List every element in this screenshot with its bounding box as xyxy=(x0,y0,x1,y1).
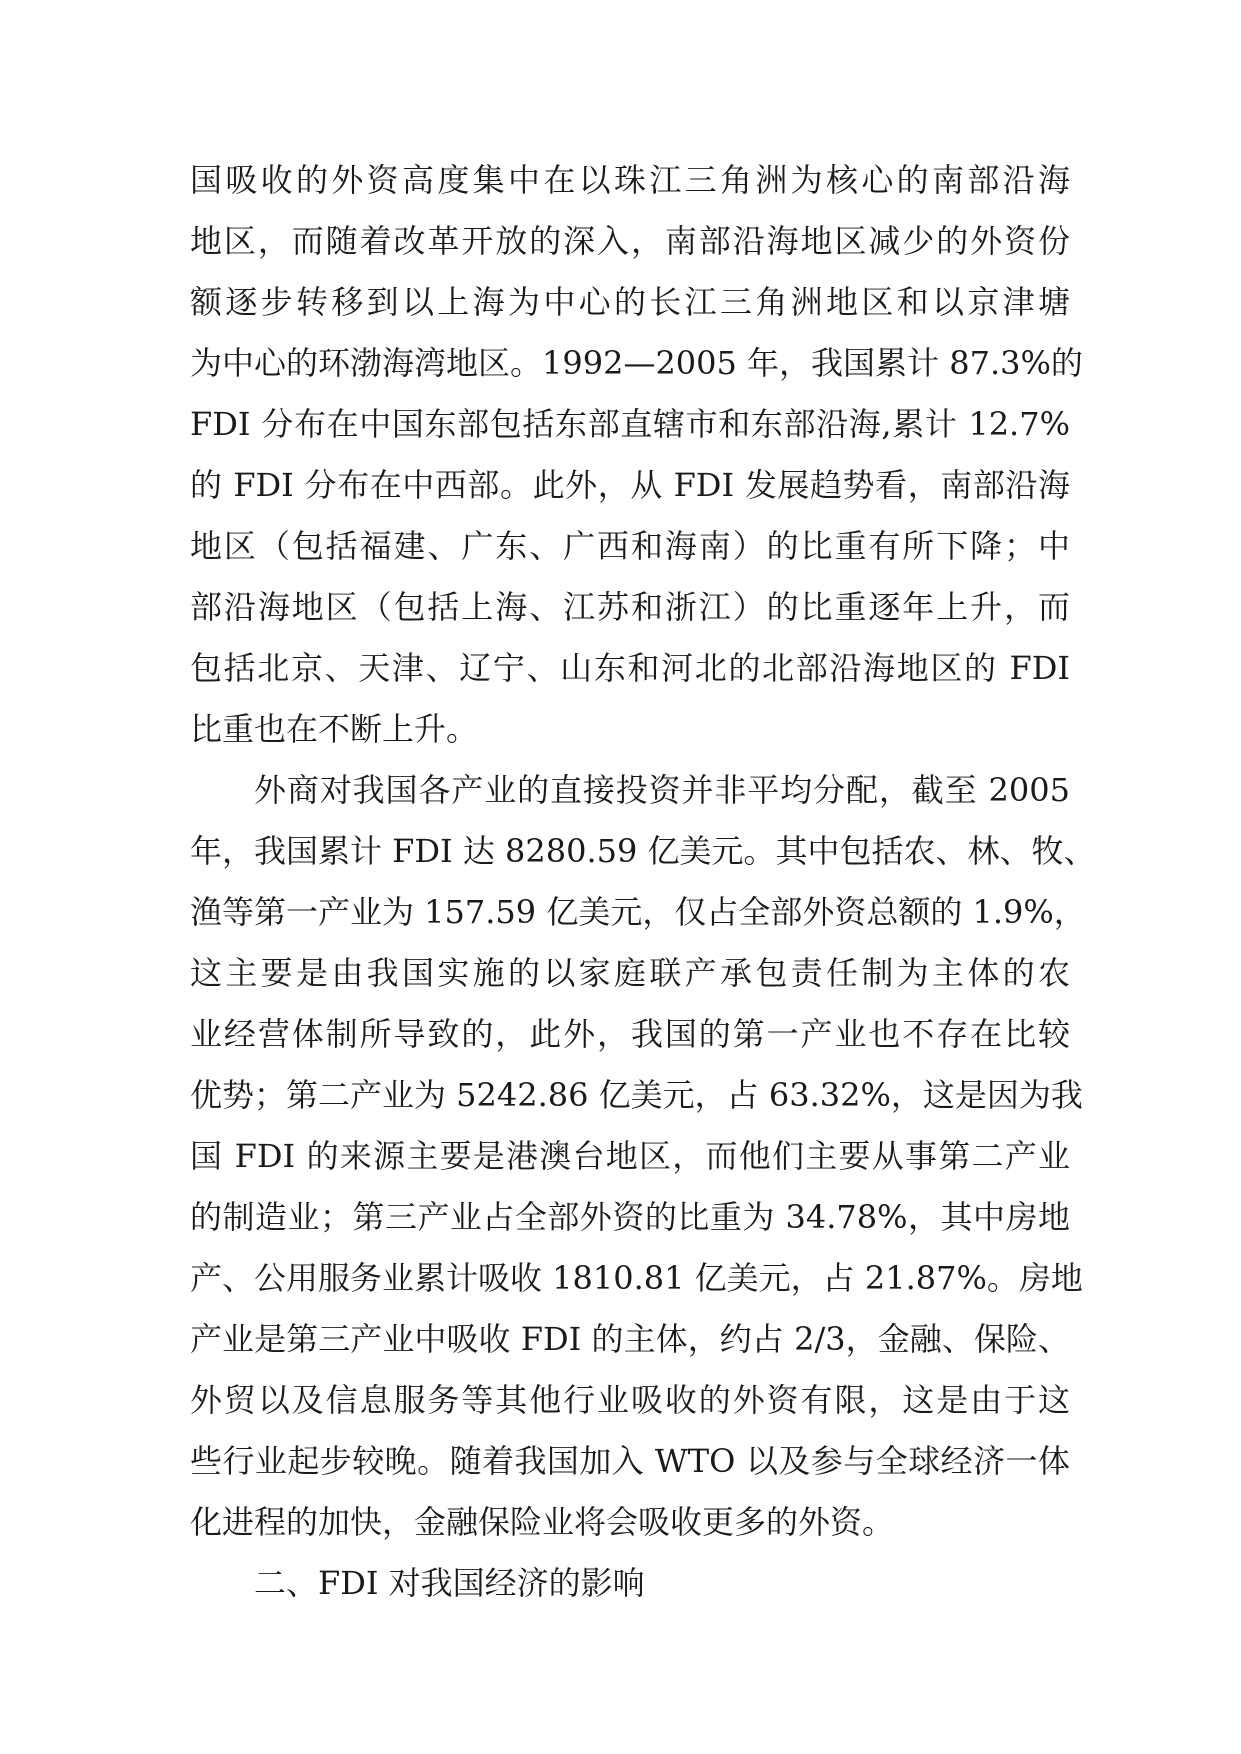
text-line: 产、公用服务业累计吸收 1810.81 亿美元，占 21.87%。房地 xyxy=(190,1259,1083,1297)
text-line: 包括北京、天津、辽宁、山东和河北的北部沿海地区的 FDI xyxy=(190,649,1070,687)
document-page xyxy=(190,150,1096,1614)
section-heading: 二、FDI 对我国经济的影响 xyxy=(254,1564,645,1602)
text-line: FDI 分布在中国东部包括东部直辖市和东部沿海,累计 12.7% xyxy=(190,405,1070,443)
text-line: 年，我国累计 FDI 达 8280.59 亿美元。其中包括农、林、牧、 xyxy=(190,832,1096,870)
text-line: 优势；第二产业为 5242.86 亿美元，占 63.32%，这是因为我 xyxy=(190,1076,1083,1114)
text-line: 外贸以及信息服务等其他行业吸收的外资有限，这是由于这 xyxy=(190,1381,1070,1419)
paragraph-industry-distribution xyxy=(190,760,1096,1553)
paragraph-regional-distribution xyxy=(190,150,1083,760)
text-line: 部沿海地区（包括上海、江苏和浙江）的比重逐年上升，而 xyxy=(190,588,1070,626)
text-line: 的 FDI 分布在中西部。此外，从 FDI 发展趋势看，南部沿海 xyxy=(190,466,1070,504)
text-line: 国吸收的外资高度集中在以珠江三角洲为核心的南部沿海 xyxy=(190,161,1070,199)
text-line: 这主要是由我国实施的以家庭联产承包责任制为主体的农 xyxy=(190,954,1070,992)
text-line: 地区，而随着改革开放的深入，南部沿海地区减少的外资份 xyxy=(190,222,1070,260)
text-line: 为中心的环渤海湾地区。1992—2005 年，我国累计 87.3%的 xyxy=(190,344,1083,382)
text-line: 国 FDI 的来源主要是港澳台地区，而他们主要从事第二产业 xyxy=(190,1137,1070,1175)
text-line: 产业是第三产业中吸收 FDI 的主体，约占 2/3，金融、保险、 xyxy=(190,1320,1070,1358)
text-line: 业经营体制所导致的，此外，我国的第一产业也不存在比较 xyxy=(190,1015,1070,1053)
text-line: 额逐步转移到以上海为中心的长江三角洲地区和以京津塘 xyxy=(190,283,1070,321)
text-line: 化进程的加快，金融保险业将会吸收更多的外资。 xyxy=(190,1503,895,1541)
text-line: 渔等第一产业为 157.59 亿美元，仅占全部外资总额的 1.9%， xyxy=(190,893,1086,931)
text-line: 的制造业；第三产业占全部外资的比重为 34.78%，其中房地 xyxy=(190,1198,1070,1236)
text-line: 外商对我国各产业的直接投资并非平均分配，截至 2005 xyxy=(254,771,1070,809)
text-line: 地区（包括福建、广东、广西和海南）的比重有所下降；中 xyxy=(190,527,1070,565)
text-line: 些行业起步较晚。随着我国加入 WTO 以及参与全球经济一体 xyxy=(190,1442,1070,1480)
text-line: 比重也在不断上升。 xyxy=(190,710,479,748)
